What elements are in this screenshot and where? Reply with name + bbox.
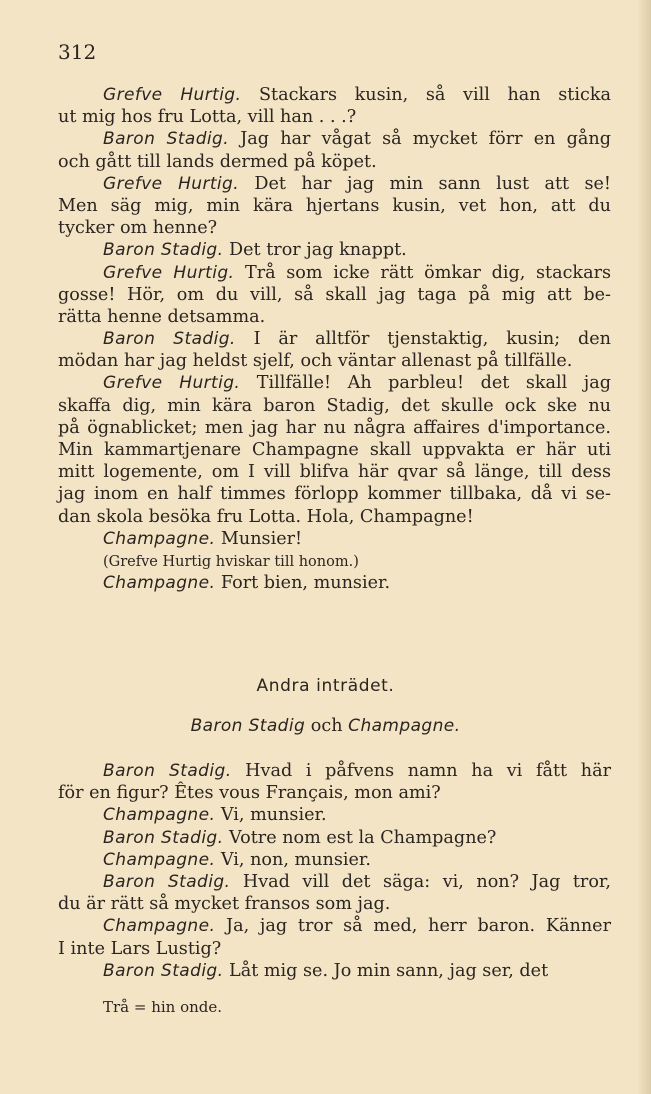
- line-text: Munsier!: [220, 528, 303, 549]
- page-edge-shadow: [637, 0, 651, 1094]
- speech-line: [58, 915, 611, 937]
- speaker-name: Champagne.: [103, 805, 216, 826]
- scene-2-dialogue: [58, 760, 611, 982]
- speaker-name: Baron Stadig.: [103, 329, 236, 350]
- line-text: Trå som icke rätt ömkar dig, stackars: [244, 262, 612, 283]
- speech-line: [58, 572, 611, 594]
- speaker-name: Grefve Hurtig.: [103, 373, 241, 394]
- speaker-name: Baron Stadig.: [103, 761, 232, 781]
- speaker-name: Champagne.: [103, 528, 216, 549]
- line-text: rätta henne detsamma.: [58, 306, 266, 327]
- scene-persons: [0, 716, 651, 736]
- line-text: Hvad i påfvens namn ha vi fått här: [245, 761, 611, 781]
- speech-line: [58, 262, 611, 284]
- text-line: [58, 439, 611, 461]
- line-text: Låt mig se. Jo min sann, jag ser, det: [229, 960, 549, 981]
- text-line: [58, 417, 611, 439]
- line-text: Votre nom est la Champagne?: [229, 827, 497, 848]
- text-line: [58, 483, 611, 505]
- speaker-name: Champagne.: [103, 573, 216, 594]
- person-2: Champagne.: [348, 716, 461, 736]
- speaker-name: Baron Stadig.: [103, 827, 224, 848]
- line-text: Vi, munsier.: [220, 805, 327, 826]
- person-1: Baron Stadig: [190, 716, 306, 736]
- text-line: [58, 782, 611, 804]
- text-line: [58, 151, 611, 173]
- speech-line: [58, 827, 611, 849]
- text-line: [58, 893, 611, 915]
- text-line: [58, 395, 611, 417]
- speaker-name: Baron Stadig.: [103, 871, 231, 892]
- line-text: Hvad vill det säga: vi, non? Jag tror,: [242, 871, 612, 892]
- speaker-name: Baron Stadig.: [103, 240, 224, 261]
- line-text: jag inom en half timmes förlopp kommer tillbaka, då vi se-: [58, 484, 611, 505]
- speech-line: [58, 84, 611, 106]
- speech-line: [58, 328, 611, 350]
- text-line: [58, 461, 611, 483]
- text-line: [58, 306, 611, 328]
- text-line: [58, 106, 611, 128]
- line-text: tycker om henne?: [58, 218, 218, 239]
- line-text: gosse! Hör, om du vill, så skall jag taga på mig att be-: [58, 284, 611, 305]
- line-text: Det tror jag knappt.: [229, 240, 407, 261]
- speech-line: [58, 760, 611, 782]
- stage-direction: [58, 550, 611, 572]
- speech-line: [58, 804, 611, 826]
- speech-line: [58, 849, 611, 871]
- line-text: Fort bien, munsier.: [220, 573, 391, 594]
- text-line: [58, 195, 611, 217]
- line-text: ut mig hos fru Lotta, vill han . . .?: [58, 107, 357, 128]
- text-line: [58, 217, 611, 239]
- scene-heading: Andra inträdet.: [256, 676, 395, 696]
- persons-joiner: och: [310, 716, 343, 736]
- line-text: dan skola besöka fru Lotta. Hola, Champagne!: [58, 506, 474, 527]
- speech-line: [58, 871, 611, 893]
- line-text: I är alltför tjenstaktig, kusin; den: [253, 329, 612, 350]
- line-text: Det har jag min sann lust att se!: [254, 173, 611, 194]
- line-text: Ja, jag tror så med, herr baron. Känner: [226, 916, 611, 937]
- text-line: [58, 506, 611, 528]
- text-line: [58, 350, 611, 372]
- speech-line: [58, 128, 611, 150]
- line-text: på ögnablicket; men jag har nu några affaires d'importance.: [58, 417, 611, 438]
- speech-line: [58, 372, 611, 394]
- line-text: skaffa dig, min kära baron Stadig, det skulle ock ske nu: [58, 395, 611, 416]
- line-text: Stackars kusin, så vill han sticka: [258, 85, 611, 105]
- speaker-name: Grefve Hurtig.: [103, 173, 240, 194]
- stage-direction-text: (Grefve Hurtig hviskar till honom.): [103, 553, 359, 570]
- line-text: Vi, non, munsier.: [220, 849, 371, 870]
- speech-line: [58, 173, 611, 195]
- line-text: Tillfälle! Ah parbleu! det skall jag: [256, 373, 612, 394]
- line-text: mitt logemente, om I vill blifva här qvar så länge, till dess: [58, 462, 611, 483]
- line-text: och gått till lands dermed på köpet.: [58, 151, 377, 172]
- line-text: Jag har vågat så mycket förr en gång: [240, 129, 611, 150]
- speaker-name: Grefve Hurtig.: [103, 85, 242, 105]
- speaker-name: Grefve Hurtig.: [103, 262, 235, 283]
- speaker-name: Champagne.: [103, 849, 216, 870]
- speaker-name: Champagne.: [103, 916, 216, 937]
- line-text: mödan har jag heldst sjelf, och väntar allenast på tillfälle.: [58, 351, 573, 372]
- scene-1-dialogue: [58, 84, 611, 594]
- line-text: Men säg mig, min kära hjertans kusin, vet hon, att du: [58, 195, 611, 216]
- speaker-name: Baron Stadig.: [103, 960, 224, 981]
- footnote: Trå = hin onde.: [103, 998, 223, 1016]
- speech-line: [58, 960, 611, 982]
- text-line: [58, 284, 611, 306]
- line-text: för en figur? Êtes vous Français, mon ami?: [58, 783, 441, 804]
- line-text: I inte Lars Lustig?: [58, 938, 222, 959]
- line-text: du är rätt så mycket fransos som jag.: [58, 894, 391, 915]
- speech-line: [58, 528, 611, 550]
- text-line: [58, 938, 611, 960]
- speaker-name: Baron Stadig.: [103, 129, 230, 150]
- line-text: Min kammartjenare Champagne skall uppvakta er här uti: [58, 440, 611, 460]
- speech-line: [58, 239, 611, 261]
- page-number: 312: [58, 40, 97, 64]
